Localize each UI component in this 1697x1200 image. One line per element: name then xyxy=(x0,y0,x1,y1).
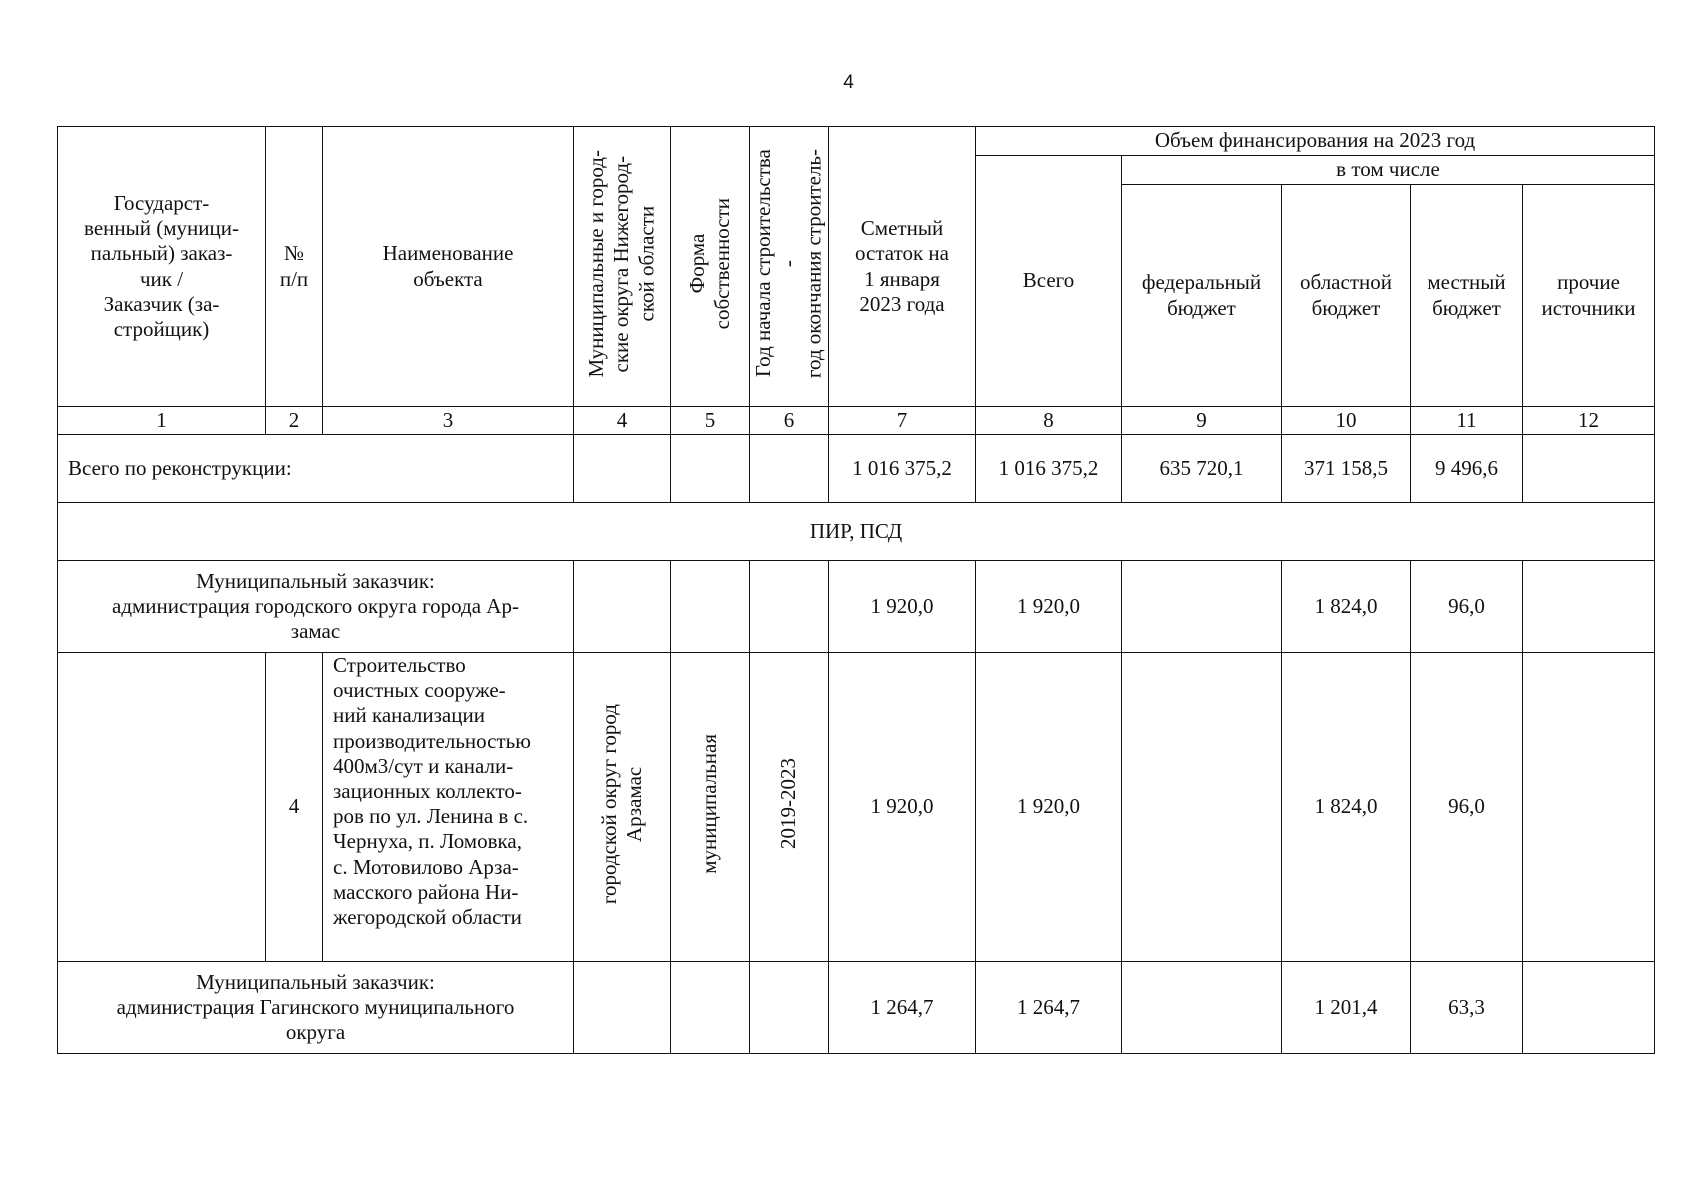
empty-cell xyxy=(671,962,750,1054)
financing-table xyxy=(57,126,1655,1054)
column-number: 6 xyxy=(750,407,829,435)
column-number: 9 xyxy=(1122,407,1282,435)
empty-cell xyxy=(1122,962,1282,1054)
total-estimate: 1 016 375,2 xyxy=(829,435,976,503)
total-row xyxy=(58,435,1655,503)
column-number: 12 xyxy=(1523,407,1655,435)
empty-cell xyxy=(750,435,829,503)
header-including: в том числе xyxy=(1122,156,1655,185)
header-local: местный бюджет xyxy=(1411,185,1523,407)
total-local: 9 496,6 xyxy=(1411,435,1523,503)
empty-cell xyxy=(1122,653,1282,962)
header-federal: федеральный бюджет xyxy=(1122,185,1282,407)
customer-regional: 1 201,4 xyxy=(1282,962,1411,1054)
total-regional: 371 158,5 xyxy=(1282,435,1411,503)
customer-local: 63,3 xyxy=(1411,962,1523,1054)
empty-cell xyxy=(1122,561,1282,653)
object-ownership-text: муниципальная xyxy=(697,734,722,874)
customer-estimate: 1 920,0 xyxy=(829,561,976,653)
column-number: 11 xyxy=(1411,407,1523,435)
header-ownership-text: Форма собственности xyxy=(684,197,734,330)
header-total: Всего xyxy=(976,156,1122,407)
header-funding-group: Объем финансирования на 2023 год xyxy=(976,127,1655,156)
column-numbers-row xyxy=(58,407,1655,435)
column-number: 8 xyxy=(976,407,1122,435)
customer-row-arzamas xyxy=(58,561,1655,653)
empty-cell xyxy=(750,962,829,1054)
column-number: 3 xyxy=(323,407,574,435)
header-customer: Государст- венный (муници- пальный) заказ- чик / Заказчик (за- стройщик) xyxy=(58,127,266,407)
object-years xyxy=(750,653,829,962)
empty-cell xyxy=(574,435,671,503)
customer-label: Муниципальный заказчик: администрация городского округа города Ар- замас xyxy=(58,561,574,653)
empty-cell xyxy=(1523,561,1655,653)
column-number: 5 xyxy=(671,407,750,435)
header-other: прочие источники xyxy=(1523,185,1655,407)
total-row-label: Всего по реконструкции: xyxy=(58,435,574,503)
column-number: 7 xyxy=(829,407,976,435)
total-all: 1 016 375,2 xyxy=(976,435,1122,503)
header-municipality-text: Муниципальные и город- ские округа Нижегород- ской области xyxy=(584,149,659,378)
object-ownership xyxy=(671,653,750,962)
empty-cell xyxy=(574,962,671,1054)
empty-cell xyxy=(1523,653,1655,962)
column-number: 10 xyxy=(1282,407,1411,435)
customer-row-gagino xyxy=(58,962,1655,1054)
object-years-text: 2019-2023 xyxy=(776,758,801,850)
section-title: ПИР, ПСД xyxy=(58,503,1655,561)
customer-label: Муниципальный заказчик: администрация Гагинского муниципального округа xyxy=(58,962,574,1054)
column-number: 2 xyxy=(266,407,323,435)
object-row xyxy=(58,653,1655,962)
object-total: 1 920,0 xyxy=(976,653,1122,962)
header-years-text: Год начала строительства - год окончания строитель- xyxy=(751,148,826,378)
object-municipality-text: городской округ город Арзамас xyxy=(596,703,646,904)
customer-total: 1 264,7 xyxy=(976,962,1122,1054)
empty-cell xyxy=(1523,962,1655,1054)
object-regional: 1 824,0 xyxy=(1282,653,1411,962)
section-row xyxy=(58,503,1655,561)
header-object-name: Наименование объекта xyxy=(323,127,574,407)
empty-cell xyxy=(671,561,750,653)
customer-estimate: 1 264,7 xyxy=(829,962,976,1054)
header-years xyxy=(750,127,829,407)
header-num: № п/п xyxy=(266,127,323,407)
empty-cell xyxy=(671,435,750,503)
column-number: 4 xyxy=(574,407,671,435)
page-number: 4 xyxy=(843,72,854,93)
object-estimate: 1 920,0 xyxy=(829,653,976,962)
header-regional: областной бюджет xyxy=(1282,185,1411,407)
customer-local: 96,0 xyxy=(1411,561,1523,653)
empty-cell xyxy=(1523,435,1655,503)
object-local: 96,0 xyxy=(1411,653,1523,962)
empty-cell xyxy=(58,653,266,962)
header-ownership xyxy=(671,127,750,407)
column-number: 1 xyxy=(58,407,266,435)
header-estimate: Сметный остаток на 1 января 2023 года xyxy=(829,127,976,407)
object-municipality xyxy=(574,653,671,962)
customer-regional: 1 824,0 xyxy=(1282,561,1411,653)
object-num: 4 xyxy=(266,653,323,962)
empty-cell xyxy=(750,561,829,653)
header-municipality xyxy=(574,127,671,407)
total-federal: 635 720,1 xyxy=(1122,435,1282,503)
object-name: Строительство очистных сооруже- ний канализации производительностью 400м3/сут и канали- зационных коллекто- ров по ул. Ленина в с. Чернуха, п. Ломовка, с. Мотовилово Арза- масского района Ни- жегородской области xyxy=(323,653,574,962)
empty-cell xyxy=(574,561,671,653)
customer-total: 1 920,0 xyxy=(976,561,1122,653)
